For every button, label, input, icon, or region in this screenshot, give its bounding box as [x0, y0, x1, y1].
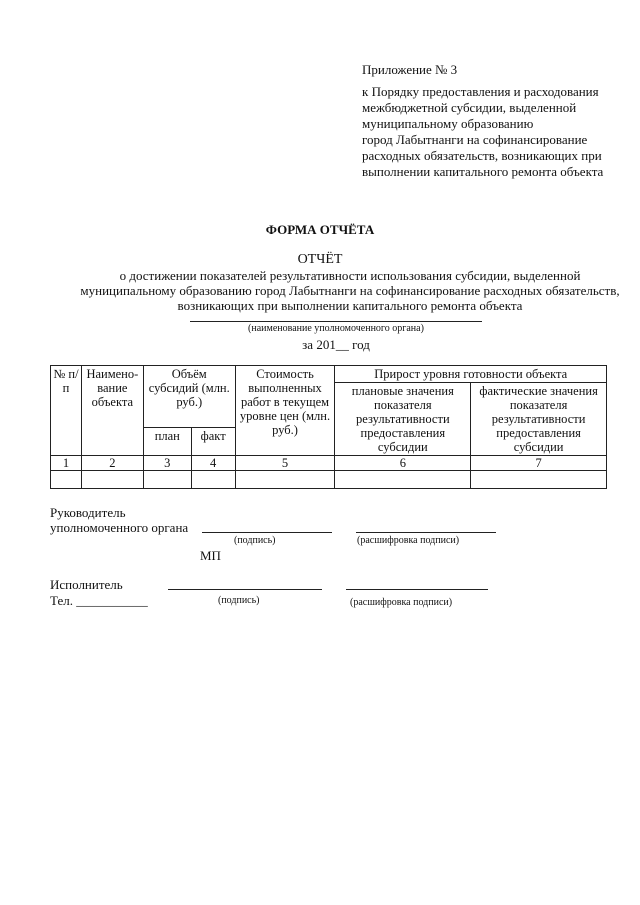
head-signature-caption: (подпись) — [234, 535, 276, 546]
column-number: 2 — [81, 456, 143, 471]
stamp-place: МП — [200, 548, 221, 563]
appendix-block — [362, 62, 603, 180]
column-number: 4 — [191, 456, 235, 471]
appendix-line: город Лабытнанги на софинансирование — [362, 132, 588, 147]
table-cell[interactable] — [51, 471, 82, 489]
phone-label: Тел. ___________ — [50, 593, 148, 608]
header-work-cost: Стоимость выполненных работ в текущем уровне цен (млн. руб.) — [235, 366, 335, 456]
appendix-line: муниципальному образованию — [362, 116, 534, 131]
report-period: за 201__ год — [302, 337, 370, 352]
appendix-title: Приложение № 3 — [362, 62, 458, 77]
executor-signature-caption: (подпись) — [218, 595, 260, 606]
appendix-description — [362, 84, 603, 180]
column-number: 7 — [471, 456, 607, 471]
table-cell[interactable] — [235, 471, 335, 489]
form-title: ФОРМА ОТЧЁТА — [265, 222, 375, 237]
header-readiness-growth: Прирост уровня готовности объекта — [335, 366, 607, 383]
head-label-org: уполномоченного органа — [50, 520, 189, 535]
table-cell[interactable] — [143, 471, 191, 489]
head-decode-caption: (расшифровка подписи) — [357, 535, 460, 546]
appendix-line: межбюджетной субсидии, выделенной — [362, 100, 577, 115]
executor-decode-caption: (расшифровка подписи) — [350, 597, 453, 608]
table-header-row — [51, 366, 607, 383]
executor-signature-line[interactable] — [168, 589, 322, 590]
column-number: 5 — [235, 456, 335, 471]
header-fact: факт — [191, 428, 235, 456]
header-subsidy-volume: Объём субсидий (млн. руб.) — [143, 366, 235, 428]
report-subtitle-line: муниципальному образованию город Лабытнанги на софинансирование расходных обязательств, — [80, 283, 620, 298]
table-cell[interactable] — [191, 471, 235, 489]
appendix-line: выполнении капитального ремонта объекта — [362, 164, 604, 179]
column-number: 6 — [335, 456, 471, 471]
org-name-caption: (наименование уполномоченного органа) — [248, 323, 424, 334]
table-cell[interactable] — [81, 471, 143, 489]
report-subtitle-line: о достижении показателей результативности использования субсидии, выделенной — [119, 268, 581, 283]
header-planned-values: плановые значения показателя результативности предоставления субсидии — [335, 383, 471, 456]
appendix-line: расходных обязательств, возникающих при — [362, 148, 602, 163]
executor-decode-line[interactable] — [346, 589, 488, 590]
header-plan: план — [143, 428, 191, 456]
table-row — [51, 471, 607, 489]
head-signature-line[interactable] — [202, 532, 332, 533]
report-table — [50, 365, 607, 489]
column-number: 3 — [143, 456, 191, 471]
report-subtitle — [60, 268, 640, 313]
head-decode-line[interactable] — [356, 532, 496, 533]
table-number-row — [51, 456, 607, 471]
org-name-line — [190, 321, 482, 322]
executor-label: Исполнитель — [50, 577, 123, 592]
column-number: 1 — [51, 456, 82, 471]
header-object-name: Наимено- вание объекта — [81, 366, 143, 456]
header-actual-values: фактические значения показателя результативности предоставления субсидии — [471, 383, 607, 456]
head-label: Руководитель — [50, 505, 126, 520]
report-title: ОТЧЁТ — [297, 252, 343, 267]
table-cell[interactable] — [471, 471, 607, 489]
header-num: № п/п — [51, 366, 82, 456]
appendix-line: к Порядку предоставления и расходования — [362, 84, 599, 99]
table-cell[interactable] — [335, 471, 471, 489]
report-subtitle-line: возникающих при выполнении капитального ремонта объекта — [177, 298, 523, 313]
